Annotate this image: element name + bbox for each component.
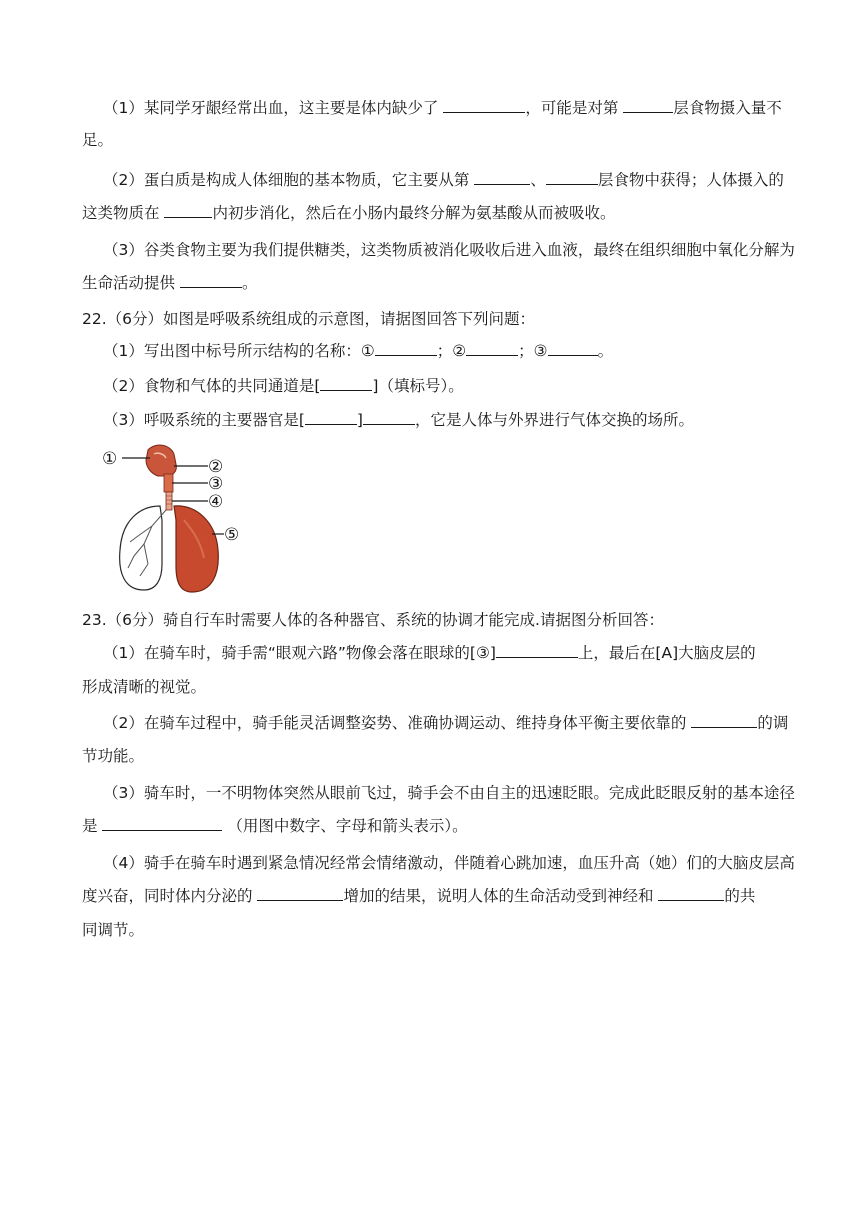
q23-part1-line2: 形成清晰的视觉。 bbox=[82, 678, 207, 696]
q21-part3-line2 bbox=[82, 273, 257, 293]
q22-part1 bbox=[103, 341, 613, 361]
answer-blank[interactable] bbox=[691, 713, 757, 728]
q21-part3-line1: （3）谷类食物主要为我们提供糖类，这类物质被消化吸收后进入血液，最终在组织细胞中氧化分解为 bbox=[103, 241, 795, 259]
diagram-label-4: ④ bbox=[208, 492, 224, 512]
q21-part2-line2 bbox=[82, 203, 615, 223]
q23-p4-text2: 增加的结果，说明人体的生命活动受到神经和 bbox=[343, 887, 654, 905]
larynx-shape bbox=[164, 474, 173, 492]
q22-p3-text2: ，它是人体与外界进行气体交换的场所。 bbox=[414, 411, 694, 429]
q23-p1-text: （1）在骑车时，骑手需“眼观六路”物像会落在眼球的[③] bbox=[103, 644, 496, 662]
q21-p2-text3: 这类物质在 bbox=[82, 204, 160, 222]
diagram-label-3: ③ bbox=[208, 474, 224, 494]
diagram-label-2: ② bbox=[208, 457, 224, 477]
q23-p2-text2: 的调 bbox=[757, 714, 789, 732]
diagram-label-5: ⑤ bbox=[224, 525, 240, 545]
q22-p2-text2: ]（填标号）。 bbox=[372, 377, 464, 395]
q23-part2-line1 bbox=[103, 713, 788, 733]
q21-part1-line1 bbox=[103, 98, 782, 118]
answer-blank[interactable] bbox=[180, 273, 242, 288]
q23-part4-line2 bbox=[82, 886, 755, 906]
q23-part3-line1: （3）骑车时，一不明物体突然从眼前飞过，骑手会不由自主的迅速眨眼。完成此眨眼反射的基本途径 bbox=[103, 784, 795, 802]
answer-blank[interactable] bbox=[102, 816, 222, 831]
answer-blank[interactable] bbox=[548, 341, 598, 356]
q21-p2-sep: 、 bbox=[530, 171, 546, 189]
answer-blank[interactable] bbox=[474, 170, 530, 185]
answer-blank[interactable] bbox=[546, 170, 598, 185]
q23-p1-text2: 上，最后在[A]大脑皮层的 bbox=[577, 644, 756, 662]
q23-part1-line1 bbox=[103, 643, 756, 663]
q23-part2-line2: 节功能。 bbox=[82, 747, 145, 765]
answer-blank[interactable] bbox=[305, 410, 357, 425]
answer-blank[interactable] bbox=[363, 410, 415, 425]
answer-blank[interactable] bbox=[466, 341, 518, 356]
q21-p2-text4: 内初步消化，然后在小肠内最终分解为氨基酸从而被吸收。 bbox=[212, 204, 616, 222]
q22-part3 bbox=[103, 410, 694, 430]
q23-p3-text2: （用图中数字、字母和箭头表示）。 bbox=[227, 817, 468, 835]
q23-part3-line2 bbox=[82, 816, 468, 836]
q23-p4-text: 度兴奋，同时体内分泌的 bbox=[82, 887, 253, 905]
q23-part4-line3: 同调节。 bbox=[82, 921, 145, 939]
q21-part1-line2: 足。 bbox=[82, 131, 114, 149]
q21-p1-text2: ，可能是对第 bbox=[525, 99, 619, 117]
answer-blank[interactable] bbox=[320, 376, 372, 391]
answer-blank[interactable] bbox=[257, 886, 343, 901]
answer-blank[interactable] bbox=[496, 643, 578, 658]
q21-p3-end: 。 bbox=[241, 274, 258, 292]
q21-p1-text: （1）某同学牙龈经常出血，这主要是体内缺少了 bbox=[103, 99, 439, 117]
answer-blank[interactable] bbox=[375, 341, 437, 356]
q22-title: 22.（6分）如图是呼吸系统组成的示意图，请据图回答下列问题： bbox=[82, 310, 536, 328]
answer-blank[interactable] bbox=[443, 98, 525, 113]
q21-p2-text2: 层食物中获得；人体摄入的 bbox=[597, 171, 784, 189]
q21-p1-text3: 层食物摄入量不 bbox=[673, 99, 782, 117]
answer-blank[interactable] bbox=[623, 98, 673, 113]
q22-p3-bracket: ] bbox=[356, 411, 363, 429]
q21-p2-text: （2）蛋白质是构成人体细胞的基本物质，它主要从第 bbox=[103, 171, 470, 189]
q21-p3-text: 生命活动提供 bbox=[82, 274, 176, 292]
diagram-label-1: ① bbox=[102, 449, 118, 469]
q21-part2-line1 bbox=[103, 170, 784, 190]
q22-p3-text: （3）呼吸系统的主要器官是[ bbox=[103, 411, 305, 429]
q22-p1-text: （1）写出图中标号所示结构的名称：① bbox=[103, 342, 375, 360]
q22-part2 bbox=[103, 376, 464, 396]
respiratory-system-diagram bbox=[100, 440, 250, 595]
right-lung-shape bbox=[174, 506, 218, 592]
q23-title: 23.（6分）骑自行车时需要人体的各种器官、系统的协调才能完成.请据图分析回答： bbox=[82, 611, 664, 629]
q22-p2-text: （2）食物和气体的共同通道是[ bbox=[103, 377, 321, 395]
q22-p1-sep2: ；③ bbox=[518, 342, 548, 360]
answer-blank[interactable] bbox=[658, 886, 724, 901]
q23-p2-text: （2）在骑车过程中，骑手能灵活调整姿势、准确协调运动、维持身体平衡主要依靠的 bbox=[103, 714, 687, 732]
q23-p3-text: 是 bbox=[82, 817, 98, 835]
answer-blank[interactable] bbox=[164, 203, 212, 218]
q23-part4-line1: （4）骑手在骑车时遇到紧急情况经常会情绪激动，伴随着心跳加速，血压升高（她）们的大脑皮层高 bbox=[103, 854, 795, 872]
q23-p4-text3: 的共 bbox=[724, 887, 756, 905]
q22-p1-end: 。 bbox=[597, 342, 614, 360]
trachea-shape bbox=[166, 492, 172, 510]
q22-p1-sep: ；② bbox=[436, 342, 467, 360]
nasal-cavity-shape bbox=[146, 445, 176, 476]
